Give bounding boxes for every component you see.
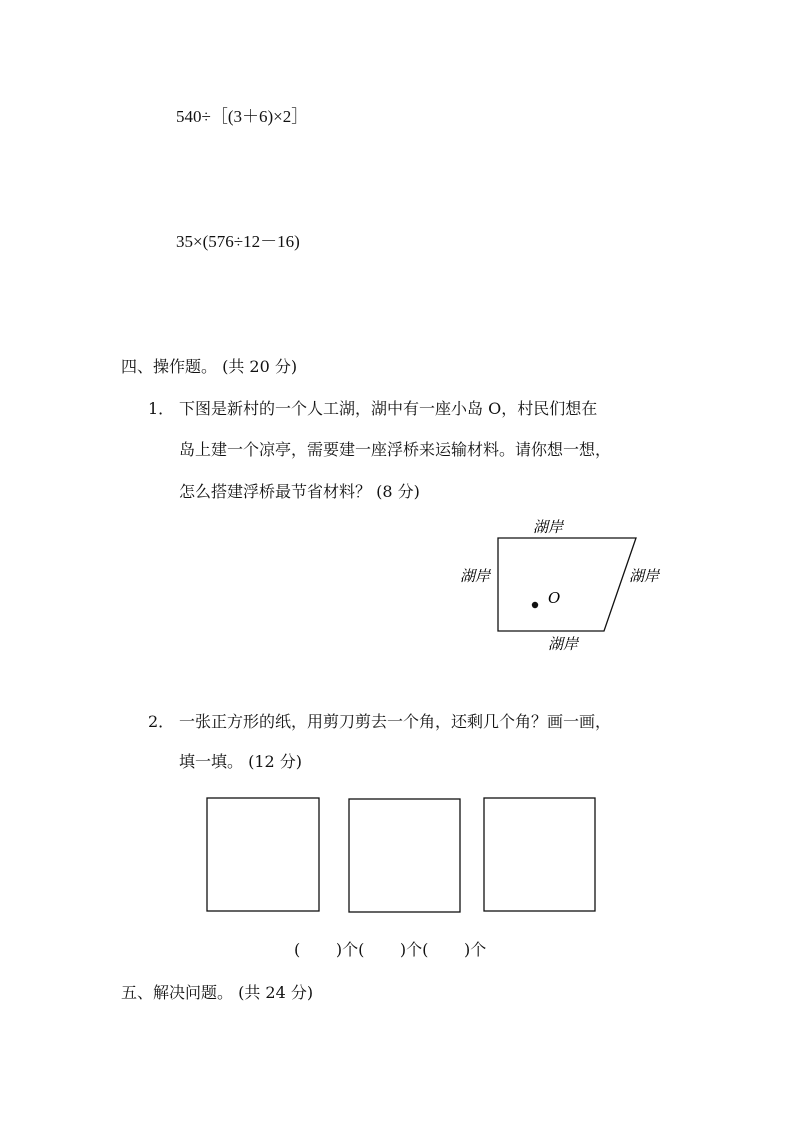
question-1-line-1: 下图是新村的一个人工湖，湖中有一座小岛 O，村民们想在 [179, 399, 598, 418]
island-point [532, 602, 538, 608]
square-3 [484, 798, 595, 911]
section-5-title: 五、解决问题。 (共 24 分) [121, 983, 314, 1002]
lake-shape [498, 538, 636, 631]
question-1-line-2: 岛上建一个凉亭，需要建一座浮桥来运输材料。请你想一想， [179, 440, 612, 459]
question-2-number: 2． [148, 712, 175, 731]
lake-label-right: 湖岸 [629, 567, 660, 585]
lake-label-bottom: 湖岸 [548, 635, 579, 653]
expression-2: 35×(576÷12－16) [176, 232, 300, 251]
square-1 [207, 798, 319, 911]
question-2-line-1: 一张正方形的纸，用剪刀剪去一个角，还剩几个角？画一画， [179, 712, 612, 731]
lake-label-top: 湖岸 [533, 518, 564, 536]
question-2-line-2: 填一填。 (12 分) [179, 752, 303, 771]
question-1-number: 1． [148, 399, 175, 418]
lake-label-left: 湖岸 [460, 567, 491, 585]
question-1-line-3: 怎么搭建浮桥最节省材料？ (8 分) [179, 482, 420, 501]
answer-blanks[interactable]: ( )个( )个( )个 [294, 940, 487, 959]
expression-1: 540÷［(3＋6)×2］ [176, 107, 309, 126]
island-label: O [548, 589, 561, 607]
section-4-title: 四、操作题。 (共 20 分) [121, 357, 298, 376]
square-2 [349, 799, 460, 912]
